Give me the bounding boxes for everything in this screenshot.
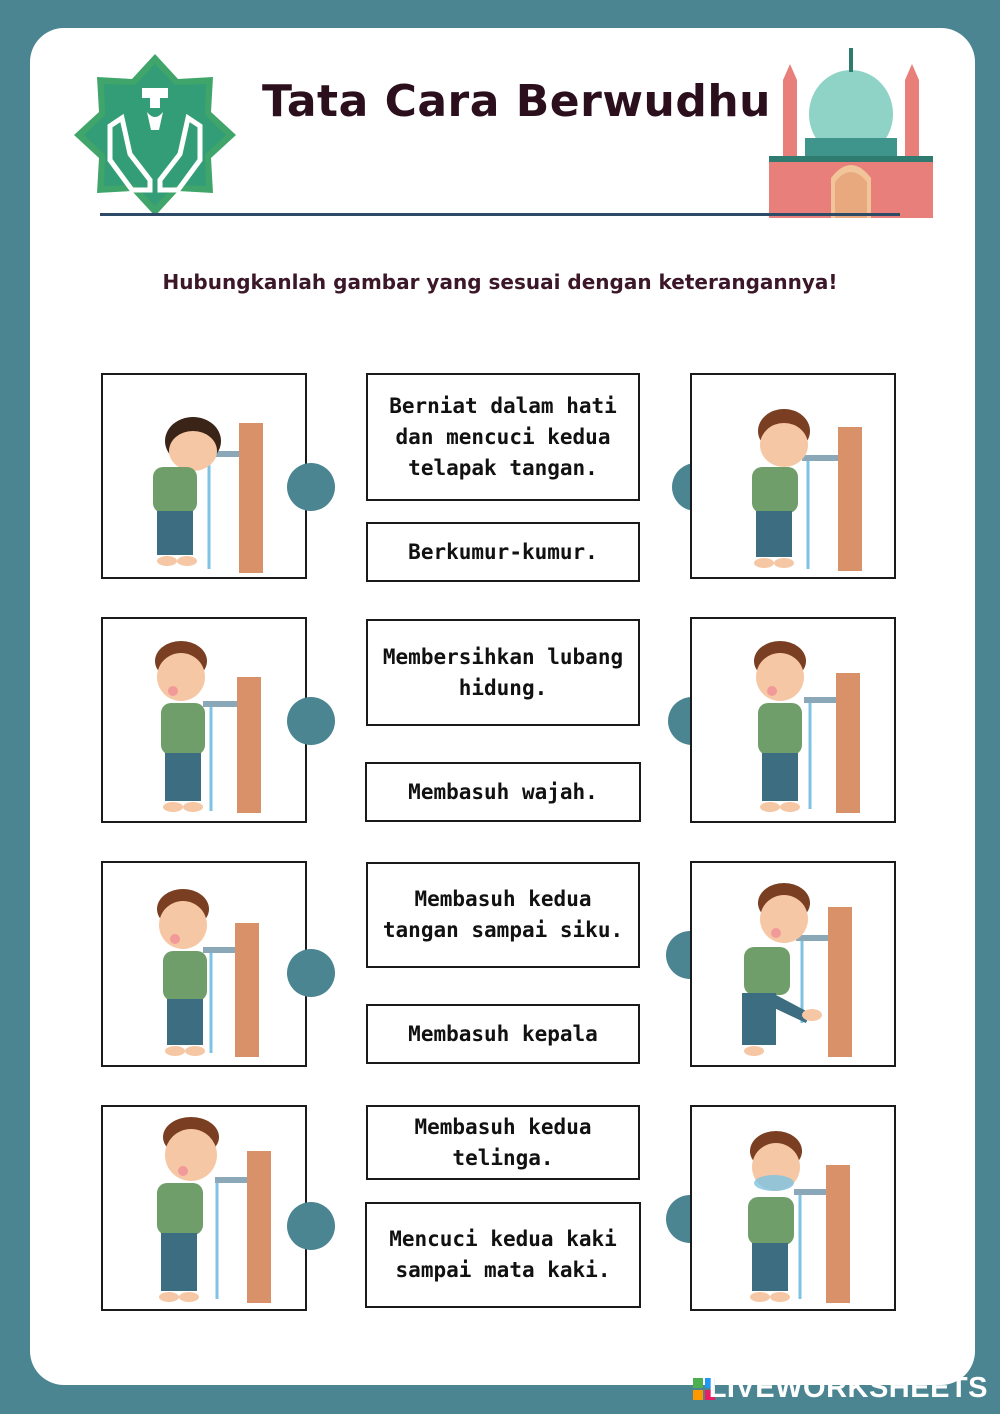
boy-washing-illustration xyxy=(692,1107,896,1311)
description-text: Berkumur-kumur. xyxy=(408,539,598,564)
match-dot-left-4[interactable] xyxy=(287,1202,335,1250)
description-box-2[interactable] xyxy=(366,522,640,582)
page-title: Tata Cara Berwudhu xyxy=(262,76,771,127)
boy-washing-illustration xyxy=(692,619,896,823)
picture-card-right-3[interactable] xyxy=(690,861,896,1067)
match-dot-left-1[interactable] xyxy=(287,463,335,511)
description-text: Membasuh kedua tangan sampai siku. xyxy=(382,887,624,942)
picture-card-right-1[interactable] xyxy=(690,373,896,579)
description-box-6[interactable] xyxy=(366,1004,640,1064)
description-box-5[interactable] xyxy=(366,862,640,968)
description-box-4[interactable] xyxy=(365,762,641,822)
boy-washing-illustration xyxy=(103,863,307,1067)
description-box-1[interactable] xyxy=(366,373,640,501)
boy-washing-illustration xyxy=(692,375,896,579)
picture-card-right-2[interactable] xyxy=(690,617,896,823)
description-box-7[interactable] xyxy=(366,1105,640,1180)
wudhu-hands-tap-logo xyxy=(72,52,238,218)
description-box-3[interactable] xyxy=(366,619,640,726)
picture-card-left-3[interactable] xyxy=(101,861,307,1067)
boy-washing-illustration xyxy=(692,863,896,1067)
picture-card-left-1[interactable] xyxy=(101,373,307,579)
boy-washing-illustration xyxy=(103,1107,307,1311)
description-text: Membasuh kepala xyxy=(408,1021,598,1046)
description-box-8[interactable] xyxy=(365,1202,641,1308)
description-text: Mencuci kedua kaki sampai mata kaki. xyxy=(389,1227,617,1282)
picture-card-left-4[interactable] xyxy=(101,1105,307,1311)
match-dot-left-2[interactable] xyxy=(287,697,335,745)
description-text: Membasuh kedua telinga. xyxy=(414,1114,592,1170)
header-divider xyxy=(100,213,900,216)
instruction-text: Hubungkanlah gambar yang sesuai dengan keterangannya! xyxy=(162,270,838,294)
match-dot-left-3[interactable] xyxy=(287,949,335,997)
description-text: Membersihkan lubang hidung. xyxy=(382,644,624,700)
picture-card-right-4[interactable] xyxy=(690,1105,896,1311)
picture-card-left-2[interactable] xyxy=(101,617,307,823)
description-text: Berniat dalam hati dan mencuci kedua telapak tangan. xyxy=(389,393,617,480)
mosque-illustration xyxy=(765,44,937,218)
boy-washing-illustration xyxy=(103,375,307,579)
description-text: Membasuh wajah. xyxy=(408,779,598,804)
liveworksheets-brand[interactable]: LIVEWORKSHEETS xyxy=(708,1372,988,1404)
boy-washing-illustration xyxy=(103,619,307,823)
